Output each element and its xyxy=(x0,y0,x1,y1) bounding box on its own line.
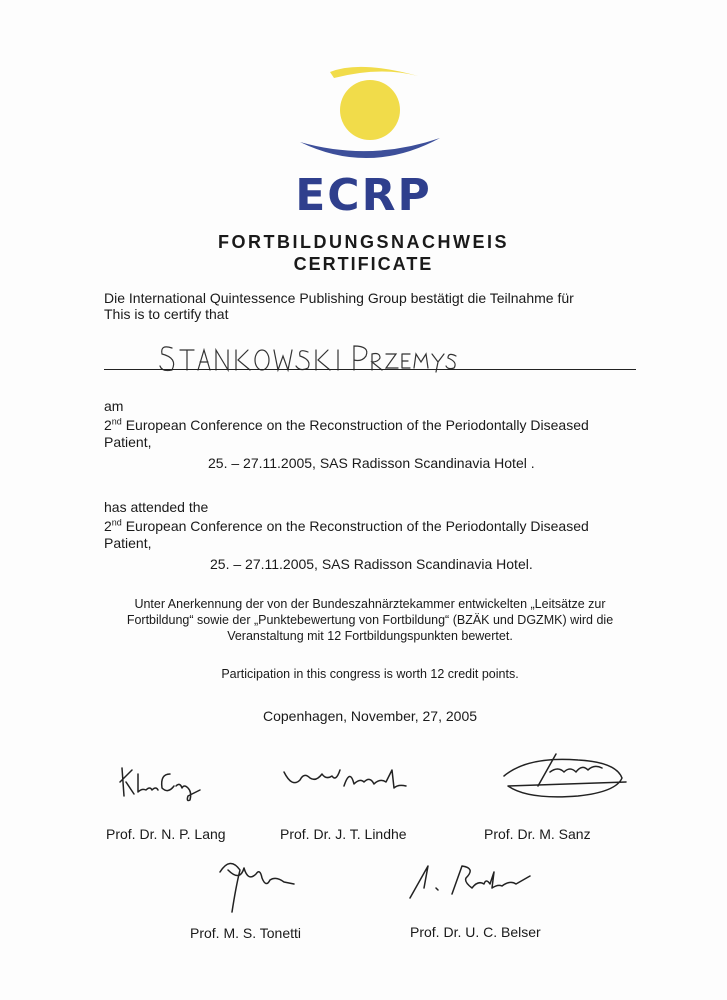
recognition-line-3: Veranstaltung mit 12 Fortbildungspunkten bewertet. xyxy=(227,629,513,643)
participant-name-line xyxy=(104,369,636,370)
conference-title-en: 2nd European Conference on the Reconstruction of the Periodontally Diseased xyxy=(104,517,589,534)
label-am: am xyxy=(104,398,124,414)
signature-sanz xyxy=(498,746,632,806)
credit-points-statement: Participation in this congress is worth 12 credit points. xyxy=(221,667,519,681)
intro-german: Die International Quintessence Publishing Group bestätigt die Teilnahme für xyxy=(104,290,574,306)
signatory-name-sanz: Prof. Dr. M. Sanz xyxy=(484,826,591,842)
logo-top-arc xyxy=(330,67,418,78)
signature-belser xyxy=(406,858,538,902)
participant-name xyxy=(104,340,118,341)
logo-sun xyxy=(340,80,400,140)
title-english: CERTIFICATE xyxy=(293,254,434,274)
signatory-name-lang: Prof. Dr. N. P. Lang xyxy=(106,826,226,842)
signatory-name-lindhe: Prof. Dr. J. T. Lindhe xyxy=(280,826,407,842)
conference-details-en: 25. – 27.11.2005, SAS Radisson Scandinavia Hotel. xyxy=(210,556,533,572)
recognition-line-2: Fortbildung“ sowie der „Punktebewertung von Fortbildung“ (BZÄK und DGZMK) wird die xyxy=(126,613,614,627)
place-and-date: Copenhagen, November, 27, 2005 xyxy=(262,708,478,724)
conference-title-de: 2nd European Conference on the Reconstruction of the Periodontally Diseased xyxy=(104,416,589,433)
signatory-name-belser: Prof. Dr. U. C. Belser xyxy=(410,924,541,940)
conference-details-de: 25. – 27.11.2005, SAS Radisson Scandinavia Hotel . xyxy=(208,455,535,471)
title-german: FORTBILDUNGSNACHWEIS xyxy=(218,232,509,252)
logo-bottom-arc xyxy=(300,138,440,158)
conference-title-en-cont: Patient, xyxy=(104,535,152,551)
signature-lang xyxy=(116,760,206,804)
participant-name-handwriting xyxy=(158,336,468,376)
signature-tonetti xyxy=(210,852,300,916)
ecrp-logo-icon xyxy=(290,58,450,178)
label-has-attended: has attended the xyxy=(104,499,209,515)
signature-lindhe xyxy=(280,760,410,796)
signatory-name-tonetti: Prof. M. S. Tonetti xyxy=(190,925,302,941)
brand-name: ECRP xyxy=(295,170,432,221)
conference-title-de-cont: Patient, xyxy=(104,434,152,450)
recognition-line-1: Unter Anerkennung der von der Bundeszahnärztekammer entwickelten „Leitsätze zur xyxy=(134,597,606,611)
intro-english: This is to certify that xyxy=(104,306,229,322)
